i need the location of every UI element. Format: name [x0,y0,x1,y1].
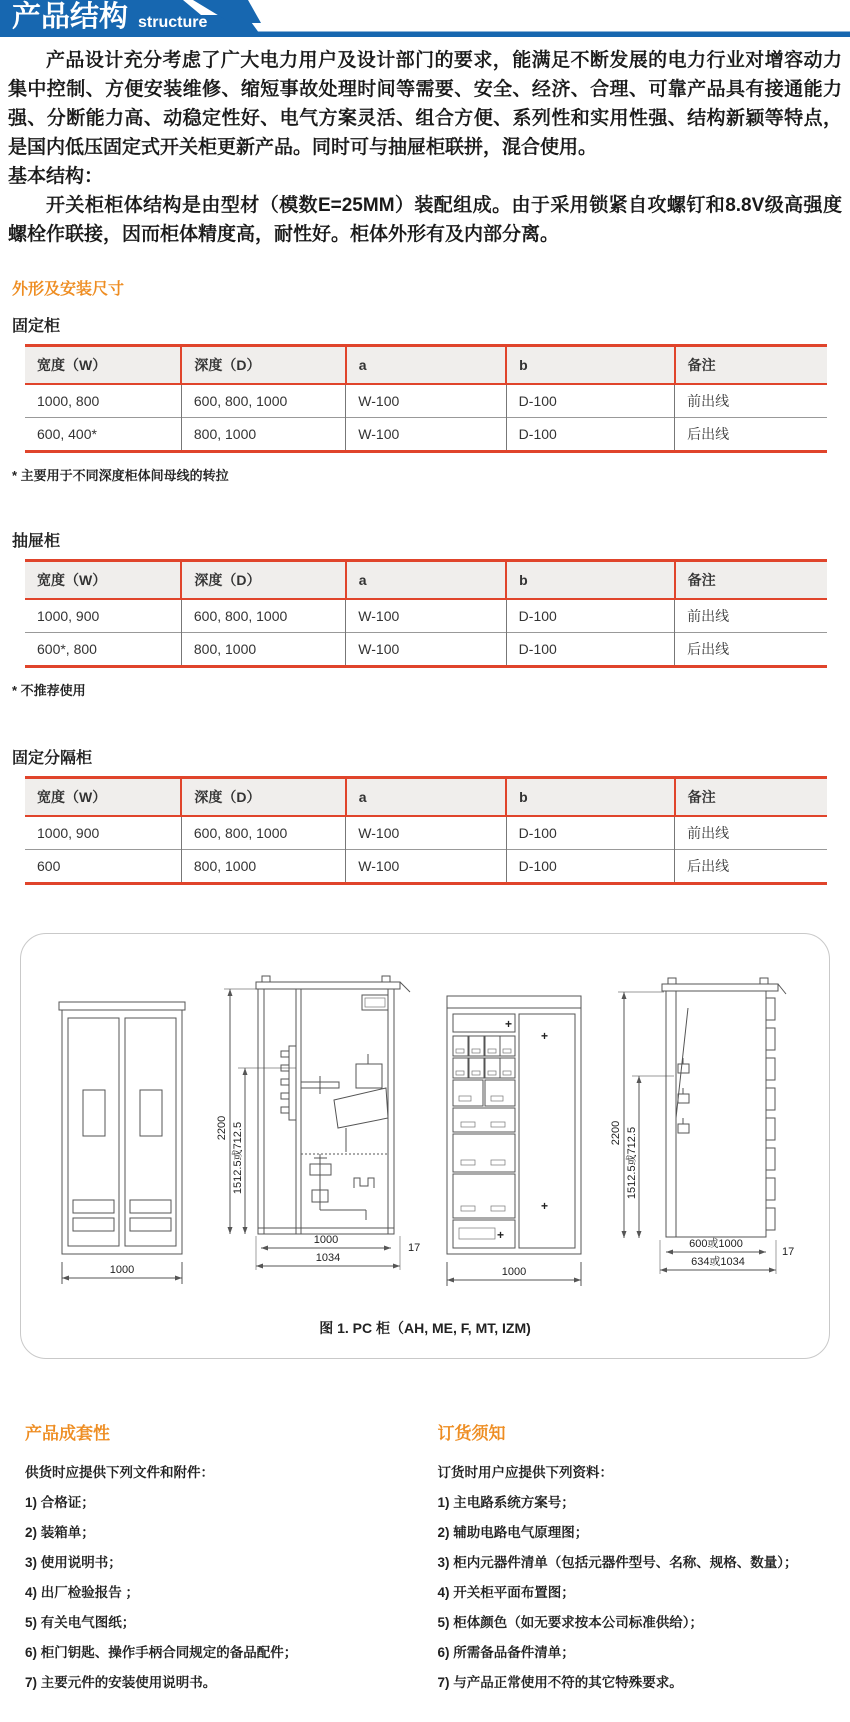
table-row [25,599,827,633]
cell: 600, 800, 1000 [181,384,345,418]
dim-label-offset: 17 [782,1246,794,1258]
product-completeness-section [25,1419,438,1698]
dim-label-width: 1000 [110,1264,134,1276]
cell: D-100 [506,599,674,633]
table1-footnote: * 主要用于不同深度柜体间母线的转拉 [12,465,850,484]
col-header: 宽度（W） [25,778,181,817]
cell: D-100 [506,418,674,452]
list-item: 5) 有关电气图纸； [25,1608,438,1638]
basic-structure-label: 基本结构： [8,162,842,191]
list-item: 1) 主电路系统方案号； [438,1488,850,1518]
cell: 600, 400* [25,418,181,452]
dim-label-w1: 600或1000 [689,1237,743,1250]
cell: W-100 [346,418,506,452]
cell: 后出线 [675,418,827,452]
dim-label-w1: 1000 [314,1234,338,1246]
col-header: b [506,561,674,600]
dim-label-offset: 17 [408,1242,420,1254]
col-header: 备注 [675,346,827,385]
ordering-notes-heading: 订货须知 [438,1419,850,1444]
list-item: 7) 与产品正常使用不符的其它特殊要求。 [438,1668,850,1698]
table2-title: 抽屉柜 [12,528,850,551]
cell: 600 [25,850,181,884]
table3-title: 固定分隔柜 [12,745,850,768]
dim-label-height: 2200 [610,1121,622,1145]
list-item: 7) 主要元件的安装使用说明书。 [25,1668,438,1698]
cell: 1000, 800 [25,384,181,418]
intro-paragraph-2: 开关柜柜体结构是由型材（模数E=25MM）装配组成。由于采用锁紧自攻螺钉和8.8V级高强度螺栓作联接，因而柜体精度高，耐性好。柜体外形有及内部分离。 [8,191,842,249]
cell: 600*, 800 [25,633,181,667]
cell: 1000, 900 [25,816,181,850]
dim-label-inner-height: 1512.5或712.5 [231,1122,244,1194]
cell: 800, 1000 [181,418,345,452]
col-header: 宽度（W） [25,346,181,385]
cell: 前出线 [675,384,827,418]
cell: 800, 1000 [181,850,345,884]
table-row [25,633,827,667]
cell: D-100 [506,384,674,418]
cabinet-side-view-drawing [608,968,803,1280]
fixed-cabinet-table [25,344,827,453]
cell: W-100 [346,633,506,667]
cell: D-100 [506,633,674,667]
cabinet-side-section-drawing [216,968,421,1280]
plus-mark: + [541,1029,548,1043]
table2-footnote: * 不推荐使用 [12,680,850,699]
dim-label-w2: 1034 [316,1252,340,1264]
page-subtitle: structure [138,15,207,31]
col-header: 深度（D） [181,346,345,385]
fixed-partition-cabinet-table [25,776,827,885]
list-item: 5) 柜体颜色（如无要求按本公司标准供给）； [438,1608,850,1638]
table-row [25,850,827,884]
table-header-row [25,778,827,817]
col-header: 宽度（W） [25,561,181,600]
dim-label-w2: 634或1034 [691,1255,745,1268]
cell: W-100 [346,816,506,850]
ordering-notes-section [438,1419,850,1698]
col-header: a [346,778,506,817]
list-intro: 订货时用户应提供下列资料： [438,1458,850,1488]
table-row [25,418,827,452]
intro-paragraph-1: 产品设计充分考虑了广大电力用户及设计部门的要求，能满足不断发展的电力行业对增容动力集中控制、方便安装维修、缩短事故处理时间等需要、安全、经济、合理、可靠产品具有接通能力强、分断能力高、动稳定性好、电气方案灵活、组合方便、系列性和实用性强、结构新颖等特点，是国内低压固定式开关柜更新产品。同时可与抽屉柜联拼，混合使用。 [8,46,842,162]
table-row [25,384,827,418]
drawer-cabinet-table [25,559,827,668]
plus-mark: + [505,1017,512,1031]
cell: 前出线 [675,816,827,850]
col-header: b [506,778,674,817]
cell: 前出线 [675,599,827,633]
cell: 后出线 [675,850,827,884]
col-header: 深度（D） [181,778,345,817]
cell: 600, 800, 1000 [181,816,345,850]
cell: 600, 800, 1000 [181,599,345,633]
page-banner [0,0,850,38]
col-header: a [346,561,506,600]
col-header: 深度（D） [181,561,345,600]
banner-text [12,0,207,34]
plus-mark: + [541,1199,548,1213]
dim-label-inner-height: 1512.5或712.5 [625,1127,638,1199]
col-header: b [506,346,674,385]
product-completeness-heading: 产品成套性 [25,1419,438,1444]
list-item: 4) 出厂检验报告 ； [25,1578,438,1608]
page-title: 产品结构 [12,1,128,34]
col-header: a [346,346,506,385]
plus-mark: + [497,1228,504,1242]
cell: 后出线 [675,633,827,667]
cabinet-drawings [29,968,821,1302]
list-item: 3) 柜内元器件清单（包括元器件型号、名称、规格、数量）； [438,1548,850,1578]
cell: W-100 [346,850,506,884]
cell: 800, 1000 [181,633,345,667]
col-header: 备注 [675,778,827,817]
bottom-sections [0,1419,850,1722]
dim-label-width: 1000 [502,1266,526,1278]
list-item: 6) 所需备品备件清单； [438,1638,850,1668]
ordering-notes-list [438,1458,850,1698]
dimensions-heading: 外形及安装尺寸 [12,276,850,299]
col-header: 备注 [675,561,827,600]
table1-title: 固定柜 [12,313,850,336]
list-item: 6) 柜门钥匙、操作手柄合同规定的备品配件； [25,1638,438,1668]
figure-caption: 图 1. PC 柜（AH, ME, F, MT, IZM) [29,1318,821,1338]
list-item: 4) 开关柜平面布置图； [438,1578,850,1608]
product-completeness-list [25,1458,438,1698]
cell: D-100 [506,850,674,884]
table-header-row [25,346,827,385]
cell: D-100 [506,816,674,850]
list-item: 2) 辅助电路电气原理图； [438,1518,850,1548]
drawer-cabinet-front-drawing [439,990,589,1302]
dim-label-height: 2200 [216,1116,228,1140]
cell: W-100 [346,599,506,633]
intro-section [0,38,850,249]
cell: W-100 [346,384,506,418]
table-row [25,816,827,850]
list-item: 2) 装箱单； [25,1518,438,1548]
list-item: 3) 使用说明书； [25,1548,438,1578]
list-intro: 供货时应提供下列文件和附件： [25,1458,438,1488]
fixed-cabinet-front-drawing [47,994,197,1294]
cell: 1000, 900 [25,599,181,633]
table-header-row [25,561,827,600]
figure-panel [20,933,830,1359]
list-item: 1) 合格证； [25,1488,438,1518]
